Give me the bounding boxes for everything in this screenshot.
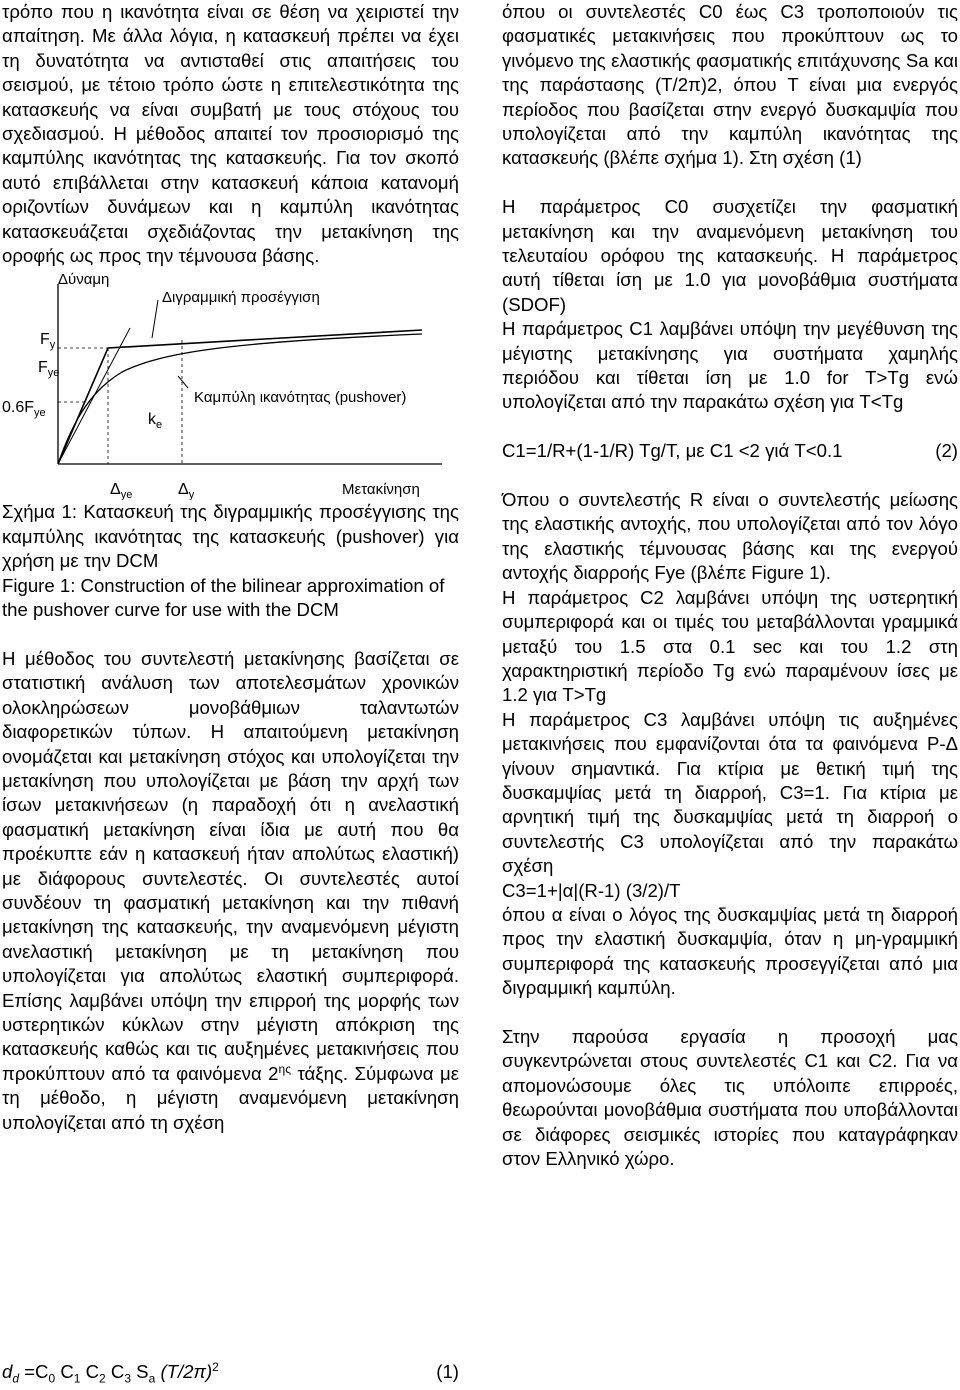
right-column [502,0,958,1171]
equation-3: C3=1+|α|(R-1) (3/2)/T [502,879,681,901]
curve-pointer [178,376,188,388]
figure-caption-english: Figure 1: Construction of the bilinear approximation of the pushover curve for use with the DCM [2,574,445,621]
bilinear-pointer [152,300,158,338]
right-paragraph-3: Η παράμετρος C1 λαμβάνει υπόψη την μεγέθυνση της μέγιστης μετακίνησης για συστήματα χαμηλής περιόδου και τίθεται ίση με 1.0 for T>Tg ενώ υπολογίζεται από την παρακάτω σχέση για T<Tg [502,318,958,413]
equation-2-number: (2) [935,440,958,462]
right-paragraph-5: Η παράμετρος C2 λαμβάνει υπόψη της υστερητική συμπεριφορά και οι τιμές του μεταβάλλονται γραμμικά μεταξύ του 1.5 στα 0.1 sec και του 1.2 στη χαρακτηριστική περίοδο Tg ενώ παραμένουν ίσες με 1.2 για T>Tg [502,586,958,706]
figure-1 [2,268,459,500]
equation-1-number: (1) [436,1361,459,1382]
right-paragraph-7: όπου α είναι ο λόγος της δυσκαμψίας μετά τη διαρροή προς την ελαστική δυσκαμψία, όταν η μη-γραμμική συμπεριφορά της κατασκευής προσεγγίζεται από μια διγραμμική καμπύλη. [502,903,958,999]
right-paragraph-2: Η παράμετρος C0 συσχετίζει την φασματική μετακίνηση και την αναμενόμενη μετακίνηση του τελευταίου ορόφου της κατασκευής. Η παράμετρος αυτή τίθεται ίση με 1.0 για μονοβάθμια συστήματα (SDOF) [502,196,958,315]
dye-label: $\Delta_{ye}$ [110,481,133,501]
fye-label: $F_{ye}$ [38,359,60,380]
bilinear-label: Διγραμμική προσέγγιση [162,289,320,307]
pushover-curve-label: Καμπύλη ικανότητας (pushover) [194,389,407,407]
dy-label: $\Delta_y$ [178,481,195,501]
ke-label: $k_e$ [148,411,163,432]
fy-label: $F_y$ [40,331,56,352]
fye-06-label: $0.6F_{ye}$ [2,399,46,420]
right-paragraph-6: Η παράμετρος C3 λαμβάνει υπόψη τις αυξημένες μετακινήσεις που εμφανίζονται ότα τα φαινόμενα P-Δ γίνουν σημαντικά. Για κτίρια με θετική τιμή της δυσκαμψίας μετά τη διαρροή, C3=1. Για κτίρια με αρνητική τιμή της δυσκαμψίας μετά τη διαρροή ο συντελεστής C3 υπολογίζεται από την παρακάτω σχέση [502,708,958,877]
displacement-axis-label: Μετακίνηση [342,481,420,499]
left-paragraph-2: Η μέθοδος του συντελεστή μετακίνησης βασίζεται σε στατιστική ανάλυση των αποτελεσμάτων χρονικών ολοκληρώσεων μονοβάθμιων ταλαντωτών διαφορετικών τύπων. Η απαιτούμενη μετακίνηση ονομάζεται και μετακίνηση στόχος και υπολογίζεται την μετακίνηση που υπολογίζεται με βάση την αρχή των ίσων μετακινήσεων (η παραδοχή ότι η ανελαστική φασματική μετακίνηση είναι ίδια με αυτή που θα προέκυπτε εάν η κατασκευή ήταν απολύτως ελαστική) με διάφορους συντελεστές. Οι συντελεστές αυτοί συνδέουν τη φασματική μετακίνηση και την πιθανή μετακίνηση της κατασκευής, την αναμενόμενη μέγιστη ανελαστική μετακίνηση με τη μετακίνηση που υπολογίζεται για απολύτως ελαστική συμπεριφορά. Επίσης λαμβάνει υπόψη την επιρροή της μορφής των υστερητικών κύκλων στην μέγιστη απόκριση της κατασκευής καθώς και τις αυξημένες μετακινήσεις που προκύπτουν από τα φαινόμενα $2^{\eta\varsigma}$ τάξης. Σύμφωνα με τη μέθοδο, η μέγιστη αναμενόμενη μετακίνηση υπολογίζεται από τη σχέση [2,647,460,1133]
equation-1: $d_d =C_0$ $C_1$ $C_2$ $C_3$ $S_a$ $(T/2\pi)^2$ (1) [2,1359,459,1386]
left-paragraph-1: τρόπο που η ικανότητα είναι σε θέση να χειριστεί την απαίτηση. Με άλλα λόγια, η κατασκευή πρέπει να έχει τη δυνατότητα να αντισταθεί στις απαιτήσεις του σεισμού, με τέτοιο τρόπο ώστε η επιτελεστικότητα της κατασκευής να είναι συμβατή με τους στόχους του σχεδιασμού. Η μέθοδος απαιτεί τον προσιορισμό της καμπύλης ικανότητας της κατασκευής. Για τον σκοπό αυτό επιβάλλεται στην κατασκευή κάποια κατανομή οριζοντίων δυνάμεων και η καμπύλη ικανότητας κατασκευάζεται σχεδιάζοντας την μετακίνηση της οροφής ως προς την τέμνουσα βάσης. [2,1,459,267]
equation-2: C1=1/R+(1-1/R) Tg/T, με C1 <2 γιά T<0.1 (2) [502,439,958,463]
left-column [2,0,459,1135]
right-paragraph-4: Όπου ο συντελεστής R είναι ο συντελεστής μείωσης της ελαστικής αντοχής, που υπολογίζεται από τον λόγο της ελαστικής τέμνουσας βάσης και της ενεργού αντοχής διαρροής Fye (βλέπε Figure 1). [502,489,958,584]
force-axis-label: Δύναμη [58,271,110,289]
right-paragraph-1: όπου οι συντελεστές C0 έως C3 τροποποιούν τις φασματικές μετακινήσεις που προκύπτουν ως το γινόμενο της ελαστικής φασματικής επιτάχυνσης Sa και της παράστασης (T/2π)2, όπου T είναι μια ενεργός περίοδος που βασίζεται στην ενεργό δυσκαμψία που υπολογίζεται από την καμπύλη ικανότητας της κατασκευής (βλέπε σχήμα 1). Στη σχέση (1) [502,1,958,169]
pushover-diagram [2,268,459,500]
right-paragraph-8: Στην παρούσα εργασία η προσοχή μας συγκεντρώνεται στους συντελεστές C1 και C2. Για να απομονώσουμε όλες τις υπόλοιπε επιρροές, θεωρούνται μονοβάθμια συστήματα που υποβάλλονται σε διάφορες σεισμικές ιστορίες που καταγράφηκαν στον Ελληνικό χώρο. [502,1026,958,1170]
figure-caption-greek: Σχήμα 1: Κατασκευή της διγραμμικής προσέγγισης της καμπύλης ικανότητας της κατασκευής (pushover) για χρήση με την DCM [2,501,459,572]
